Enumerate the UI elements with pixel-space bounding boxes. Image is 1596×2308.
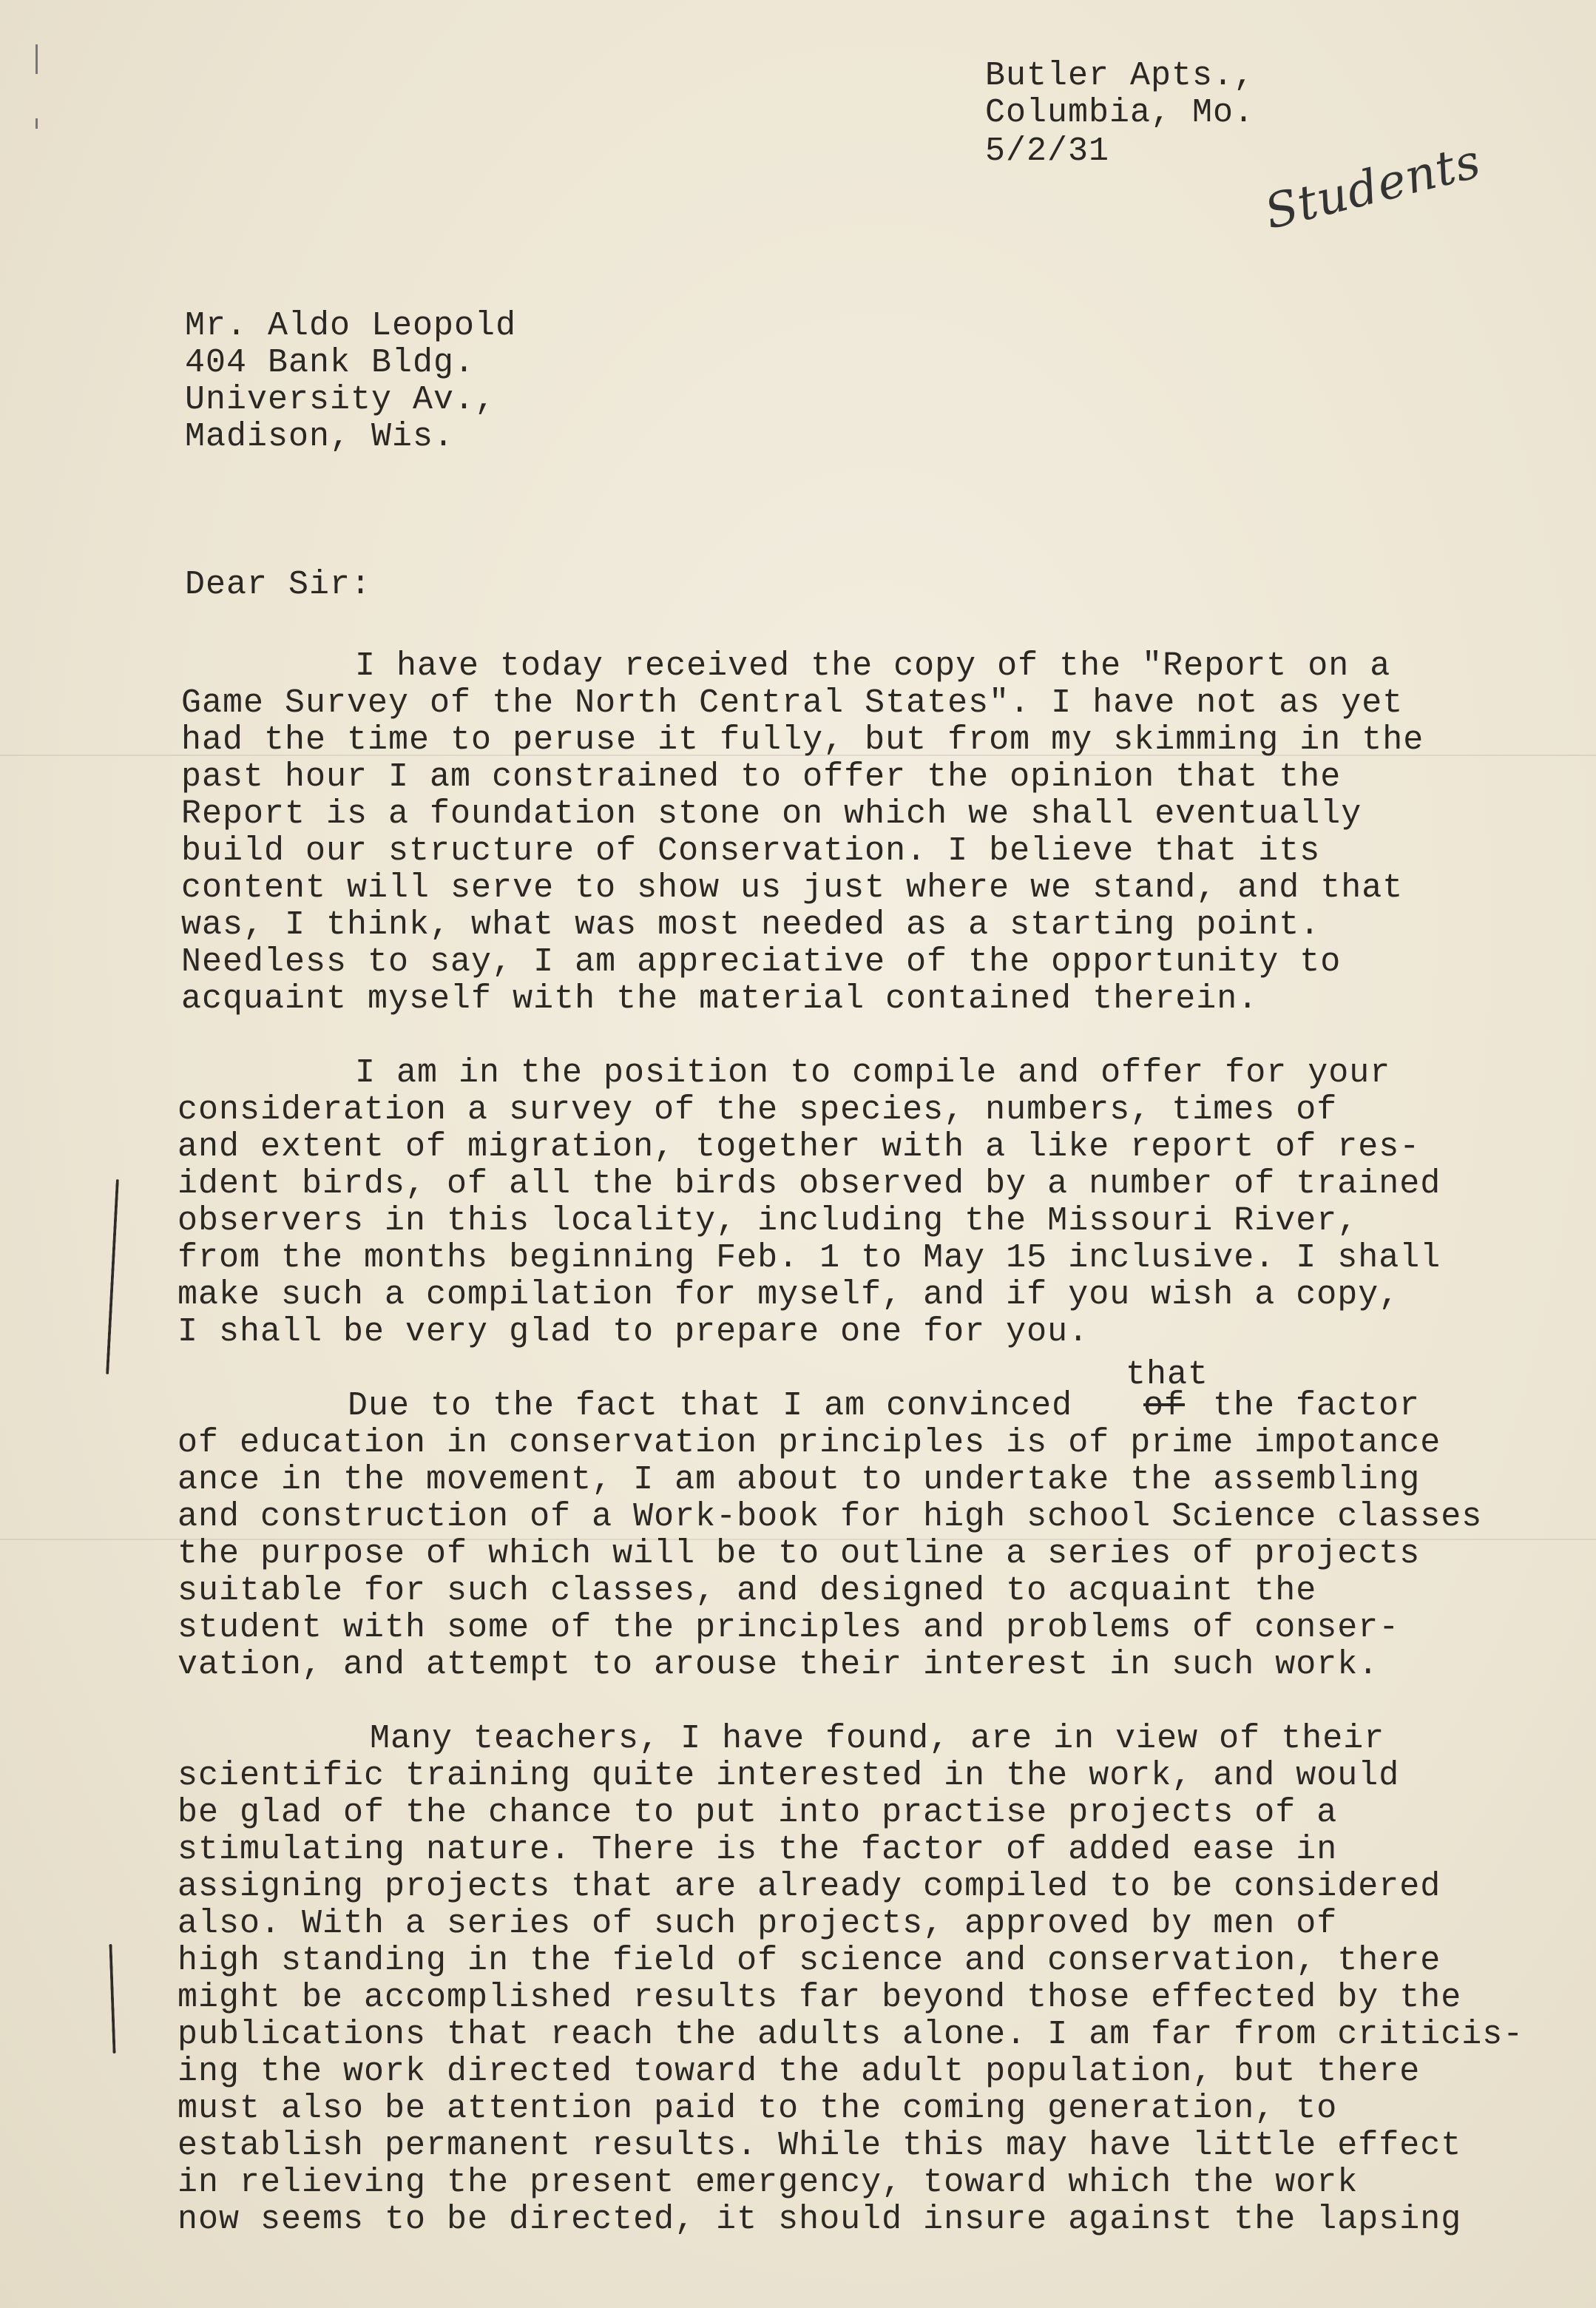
text-line: must also be attention paid to the coming generation, to bbox=[177, 2090, 1338, 2128]
recipient-city: Madison, Wis. bbox=[185, 418, 455, 456]
salutation: Dear Sir: bbox=[185, 566, 372, 604]
text-line: build our structure of Conservation. I believe that its bbox=[181, 832, 1321, 870]
text-line: consideration a survey of the species, numbers, times of bbox=[177, 1091, 1338, 1129]
text-line: publications that reach the adults alone. I am far from criticis- bbox=[177, 2016, 1524, 2054]
text-line: Game Survey of the North Central States". I have not as yet bbox=[181, 684, 1404, 722]
handwritten-note: Students bbox=[1259, 134, 1487, 240]
text-line: ance in the movement, I am about to undertake the assembling bbox=[177, 1461, 1421, 1499]
text-line: ident birds, of all the birds observed by a number of trained bbox=[177, 1165, 1441, 1203]
text-line: the factor bbox=[1213, 1387, 1421, 1425]
text-line: vation, and attempt to arouse their interest in such work. bbox=[177, 1646, 1379, 1684]
text-line: I have today received the copy of the "Report on a bbox=[355, 647, 1391, 685]
text-line: Report is a foundation stone on which we shall eventually bbox=[181, 795, 1362, 833]
text-line: Many teachers, I have found, are in view of their bbox=[370, 1720, 1385, 1758]
text-line: I am in the position to compile and offer for your bbox=[355, 1054, 1391, 1092]
text-line: of education in conservation principles is of prime impotance bbox=[177, 1424, 1441, 1462]
letter-date: 5/2/31 bbox=[985, 132, 1110, 170]
text-line: acquaint myself with the material contained therein. bbox=[181, 980, 1259, 1018]
text-line: also. With a series of such projects, approved by men of bbox=[177, 1905, 1338, 1943]
recipient-name: Mr. Aldo Leopold bbox=[185, 307, 517, 345]
margin-mark bbox=[106, 1179, 119, 1374]
text-line: assigning projects that are already compiled to be considered bbox=[177, 1868, 1441, 1906]
struck-word: of bbox=[1143, 1387, 1186, 1425]
text-line: ing the work directed toward the adult population, but there bbox=[177, 2053, 1421, 2091]
paper-mark bbox=[35, 44, 38, 74]
margin-mark bbox=[109, 1944, 115, 2054]
text-line: and construction of a Work-book for high school Science classes bbox=[177, 1498, 1483, 1536]
text-line: content will serve to show us just where we stand, and that bbox=[181, 869, 1404, 907]
recipient-street: 404 Bank Bldg. bbox=[185, 344, 476, 382]
sender-address-line1: Butler Apts., bbox=[985, 57, 1255, 95]
text-line: make such a compilation for myself, and if you wish a copy, bbox=[177, 1276, 1400, 1314]
text-line: be glad of the chance to put into practise projects of a bbox=[177, 1794, 1338, 1832]
text-line: scientific training quite interested in the work, and would bbox=[177, 1757, 1400, 1795]
text-line: from the months beginning Feb. 1 to May 15 inclusive. I shall bbox=[177, 1239, 1441, 1277]
text-line: past hour I am constrained to offer the opinion that the bbox=[181, 758, 1342, 796]
text-line: the purpose of which will be to outline a series of projects bbox=[177, 1535, 1421, 1573]
text-line: might be accomplished results far beyond those effected by the bbox=[177, 1979, 1462, 2017]
text-line: student with some of the principles and problems of conser- bbox=[177, 1609, 1400, 1647]
text-line: had the time to peruse it fully, but from my skimming in the bbox=[181, 721, 1424, 759]
text-line: I shall be very glad to prepare one for you. bbox=[177, 1313, 1089, 1351]
text-line: was, I think, what was most needed as a starting point. bbox=[181, 906, 1321, 944]
text-line: Needless to say, I am appreciative of the opportunity to bbox=[181, 943, 1342, 981]
text-line: stimulating nature. There is the factor of added ease in bbox=[177, 1831, 1338, 1869]
sender-address-line2: Columbia, Mo. bbox=[985, 94, 1255, 132]
text-line: in relieving the present emergency, toward which the work bbox=[177, 2164, 1359, 2201]
paper-mark bbox=[35, 118, 38, 129]
recipient-avenue: University Av., bbox=[185, 381, 496, 419]
text-line: Due to the fact that I am convinced bbox=[348, 1387, 1073, 1425]
typed-insertion: that bbox=[1126, 1356, 1209, 1394]
text-line: and extent of migration, together with a like report of res- bbox=[177, 1128, 1421, 1166]
text-line: suitable for such classes, and designed to acquaint the bbox=[177, 1572, 1317, 1610]
text-line: high standing in the field of science and conservation, there bbox=[177, 1942, 1441, 1980]
text-line: now seems to be directed, it should insure against the lapsing bbox=[177, 2201, 1462, 2238]
text-line: observers in this locality, including the Missouri River, bbox=[177, 1202, 1359, 1240]
text-line: establish permanent results. While this may have little effect bbox=[177, 2127, 1462, 2164]
